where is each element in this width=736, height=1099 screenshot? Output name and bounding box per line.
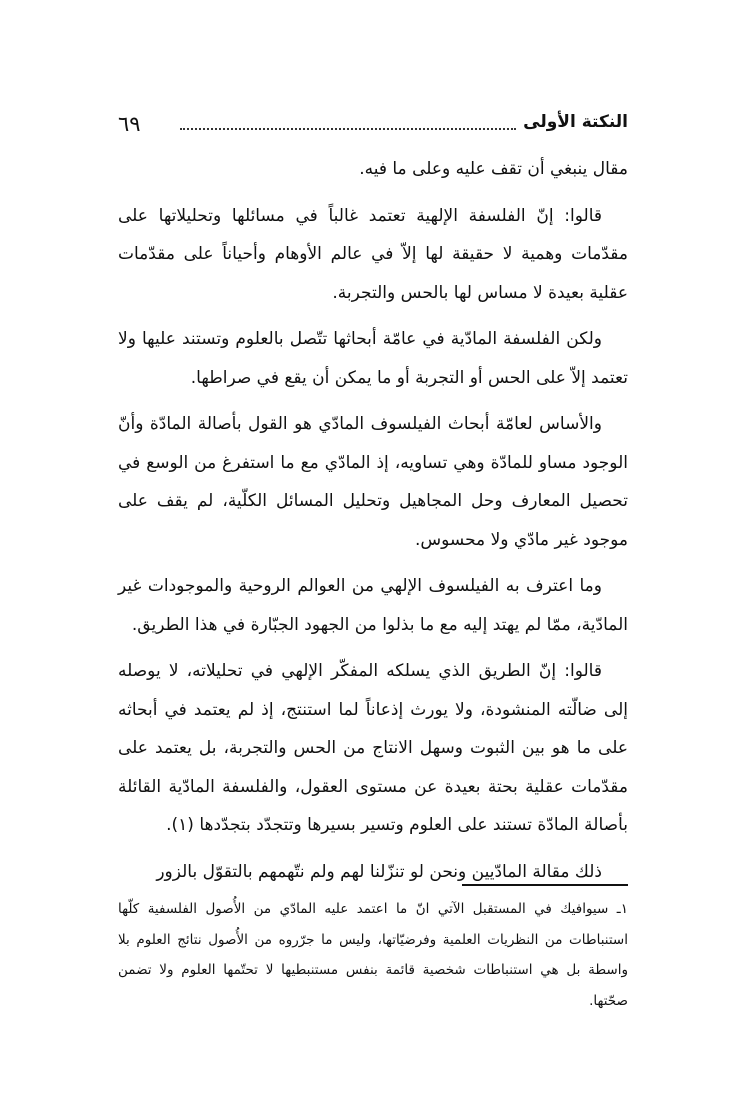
main-text: [118, 150, 628, 891]
footnote-separator: [462, 884, 628, 886]
paragraph: قالوا: إنّ الفلسفة الإلهية تعتمد غالباً في مسائلها وتحليلاتها على مقدّمات وهمية لا حقيقة لها إلاّ في عالم الأوهام وأحياناً على مقدّمات عقلية بعيدة لا مساس لها بالحس والتجربة.: [118, 205, 628, 303]
paragraph: وما اعترف به الفيلسوف الإلهي من العوالم الروحية والموجودات غير المادّية، ممّا لم يهتد إليه مع ما بذلوا من الجهود الجبّارة في هذا الطريق.: [118, 576, 628, 635]
running-header: [118, 112, 628, 146]
dotted-leader: [180, 128, 516, 130]
paragraph: والأساس لعامّة أبحاث الفيلسوف المادّي هو القول بأصالة المادّة وأنّ الوجود مساو للمادّة وهي تساويه، إذ المادّي مع ما استفرغ من الوسع في تحصيل المعارف وحل المجاهيل وتحليل المسائل الكلّية، لم يقف على موجود غير مادّي ولا محسوس.: [118, 414, 628, 550]
paragraph: ولكن الفلسفة المادّية في عامّة أبحاثها تتّصل بالعلوم وتستند عليها ولا تعتمد إلاّ على الحس أو التجربة أو ما يمكن أن يقع في صراطها.: [118, 329, 628, 388]
paragraph: مقال ينبغي أن تقف عليه وعلى ما فيه.: [359, 159, 628, 179]
paragraph: قالوا: إنّ الطريق الذي يسلكه المفكّر الإلهي في تحليلاته، لا يوصله إلى ضالّته المنشودة، ولا يورث إذعاناً لما استنتج، إذ لم يعتمد في أبحاثه على ما هو بين الثبوت وسهل الانتاج من الحس والتجربة، بل يعتمد على مقدّمات عقلية بحتة بعيدة عن مستوى العقول، والفلسفة المادّية القائلة بأصالة المادّة تستند على العلوم وتسير بسيرها وتتجدّد بتجدّدها (١).: [118, 661, 628, 835]
chapter-title: النكتة الأولى: [523, 112, 628, 132]
page-number: ٦٩: [118, 112, 141, 136]
footnote: ١ـ سيوافيك في المستقبل الآتي انّ ما اعتمد عليه المادّي من الأُصول الفلسفية كلّها استنباطات من النظريات العلمية وفرضيّاتها، وليس ما جرّروه من الأُصول نتائج العلوم بلا واسطة بل هي استنباطات شخصية قائمة بنفس مستنبطيها لا تحتّمها العلوم ولا تضمن صحّتها.: [118, 901, 628, 1009]
paragraph: ذلك مقالة المادّيين ونحن لو تنزّلنا لهم ولم نتّهمهم بالتقوّل بالزور: [156, 861, 602, 882]
